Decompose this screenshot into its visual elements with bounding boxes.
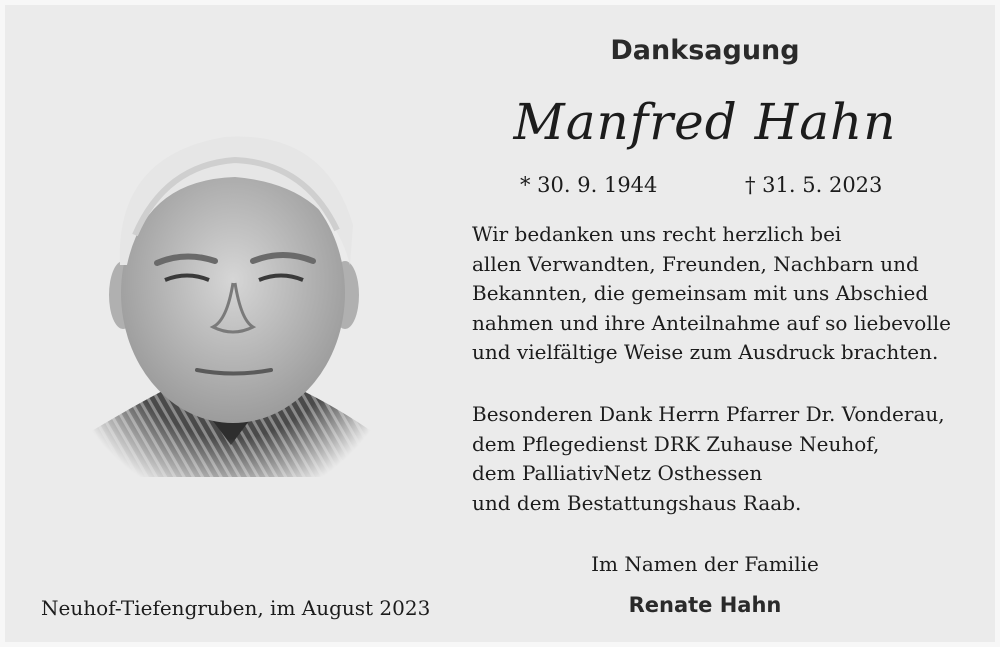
special-thanks-line: dem PalliativNetz Osthessen	[472, 461, 763, 485]
thanks-line: nahmen und ihre Anteilnahme auf so liebevolle	[472, 310, 951, 335]
thanks-paragraph	[472, 220, 951, 368]
signer-name: Renate Hahn	[628, 593, 782, 617]
portrait-photo	[75, 115, 387, 487]
special-thanks-line: Besonderen Dank Herrn Pfarrer Dr. Vonderau,	[472, 402, 945, 426]
place-and-date: Neuhof-Tiefengruben, im August 2023	[41, 596, 431, 620]
special-thanks-paragraph	[472, 400, 945, 518]
death-date: † 31. 5. 2023	[745, 173, 883, 197]
special-thanks-line: dem Pflegedienst DRK Zuhause Neuhof,	[472, 431, 880, 456]
thanks-line: Wir bedanken uns recht herzlich bei	[472, 222, 842, 246]
birth-date: * 30. 9. 1944	[520, 173, 658, 197]
special-thanks-line: und dem Bestattungshaus Raab.	[472, 490, 802, 515]
closing-line: Im Namen der Familie	[591, 552, 819, 576]
thanks-line: allen Verwandten, Freunden, Nachbarn und	[472, 251, 919, 276]
deceased-name: Manfred Hahn	[513, 93, 897, 151]
thanks-line: Bekannten, die gemeinsam mit uns Abschied	[472, 281, 929, 305]
thanks-line: und vielfältige Weise zum Ausdruck brachten.	[472, 340, 939, 364]
heading-danksagung: Danksagung	[610, 35, 800, 66]
